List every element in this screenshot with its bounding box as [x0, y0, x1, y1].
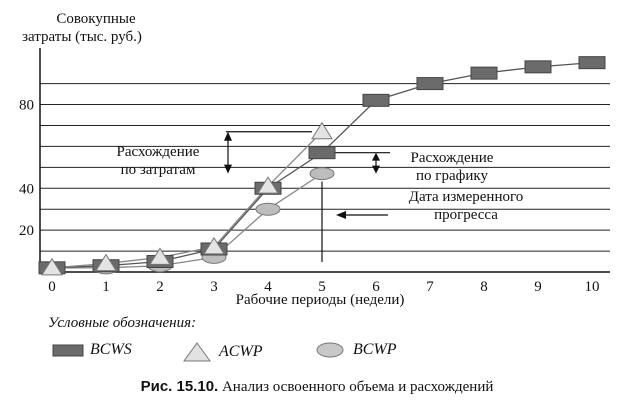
legend-label-acwp: ACWP [219, 343, 263, 360]
legend-item-acwp [183, 341, 263, 363]
point-bcwp [310, 168, 334, 180]
point-bcws [309, 147, 335, 159]
point-bcws [363, 94, 389, 106]
status-date-arrowhead [336, 211, 346, 219]
y-tick-labels [19, 98, 34, 240]
status-date-label: Дата измеренного прогресса [408, 189, 524, 223]
cost-variance-label: Расхождение по затратам [116, 144, 200, 178]
schedule-variance-arrowhead-down [372, 166, 380, 174]
caption-text: Анализ освоенного объема и расхождений [218, 379, 494, 395]
x-tick-label: 9 [534, 279, 542, 295]
triangle-marker-icon [183, 341, 213, 363]
legend-item-bcwp [315, 341, 397, 359]
legend-label-bcws: BCWS [90, 341, 132, 358]
legend-label-bcwp: BCWP [353, 341, 397, 358]
legend-item-bcws [52, 341, 132, 359]
x-tick-label: 7 [426, 279, 434, 295]
y-tick-label: 80 [19, 97, 34, 114]
y-tick-label: 20 [19, 223, 34, 240]
point-bcws [579, 57, 605, 69]
caption-label: Рис. 15.10. [140, 378, 219, 395]
x-tick-label: 4 [264, 279, 272, 295]
point-bcwp [256, 203, 280, 215]
point-bcws [417, 78, 443, 90]
ellipse-marker-icon [315, 341, 347, 359]
point-bcws [471, 67, 497, 79]
x-axis-label: Рабочие периоды (недели) [235, 292, 405, 308]
x-tick-label: 3 [210, 279, 218, 295]
x-tick-label: 0 [48, 279, 56, 295]
x-tick-label: 8 [480, 279, 488, 295]
x-tick-label: 10 [584, 279, 600, 295]
schedule-variance-arrowhead-up [372, 153, 380, 161]
x-tick-label: 5 [318, 279, 326, 295]
square-marker-icon [52, 342, 88, 358]
y-axis-label-line2: затраты (тыс. руб.) [22, 29, 142, 45]
legend-title: Условные обозначения: [48, 315, 197, 331]
figure-caption [0, 378, 634, 396]
y-axis-label-line1: Совокупные [56, 11, 136, 27]
axes [40, 48, 610, 272]
point-bcws [525, 61, 551, 73]
schedule-variance-label: Расхождение по графику [410, 150, 494, 184]
x-tick-label: 1 [102, 279, 110, 295]
x-tick-label: 2 [156, 279, 164, 295]
x-tick-label: 6 [372, 279, 380, 295]
cost-variance-arrowhead-down [224, 165, 232, 174]
cost-variance-arrowhead-up [224, 132, 232, 141]
y-tick-label: 40 [19, 181, 34, 198]
